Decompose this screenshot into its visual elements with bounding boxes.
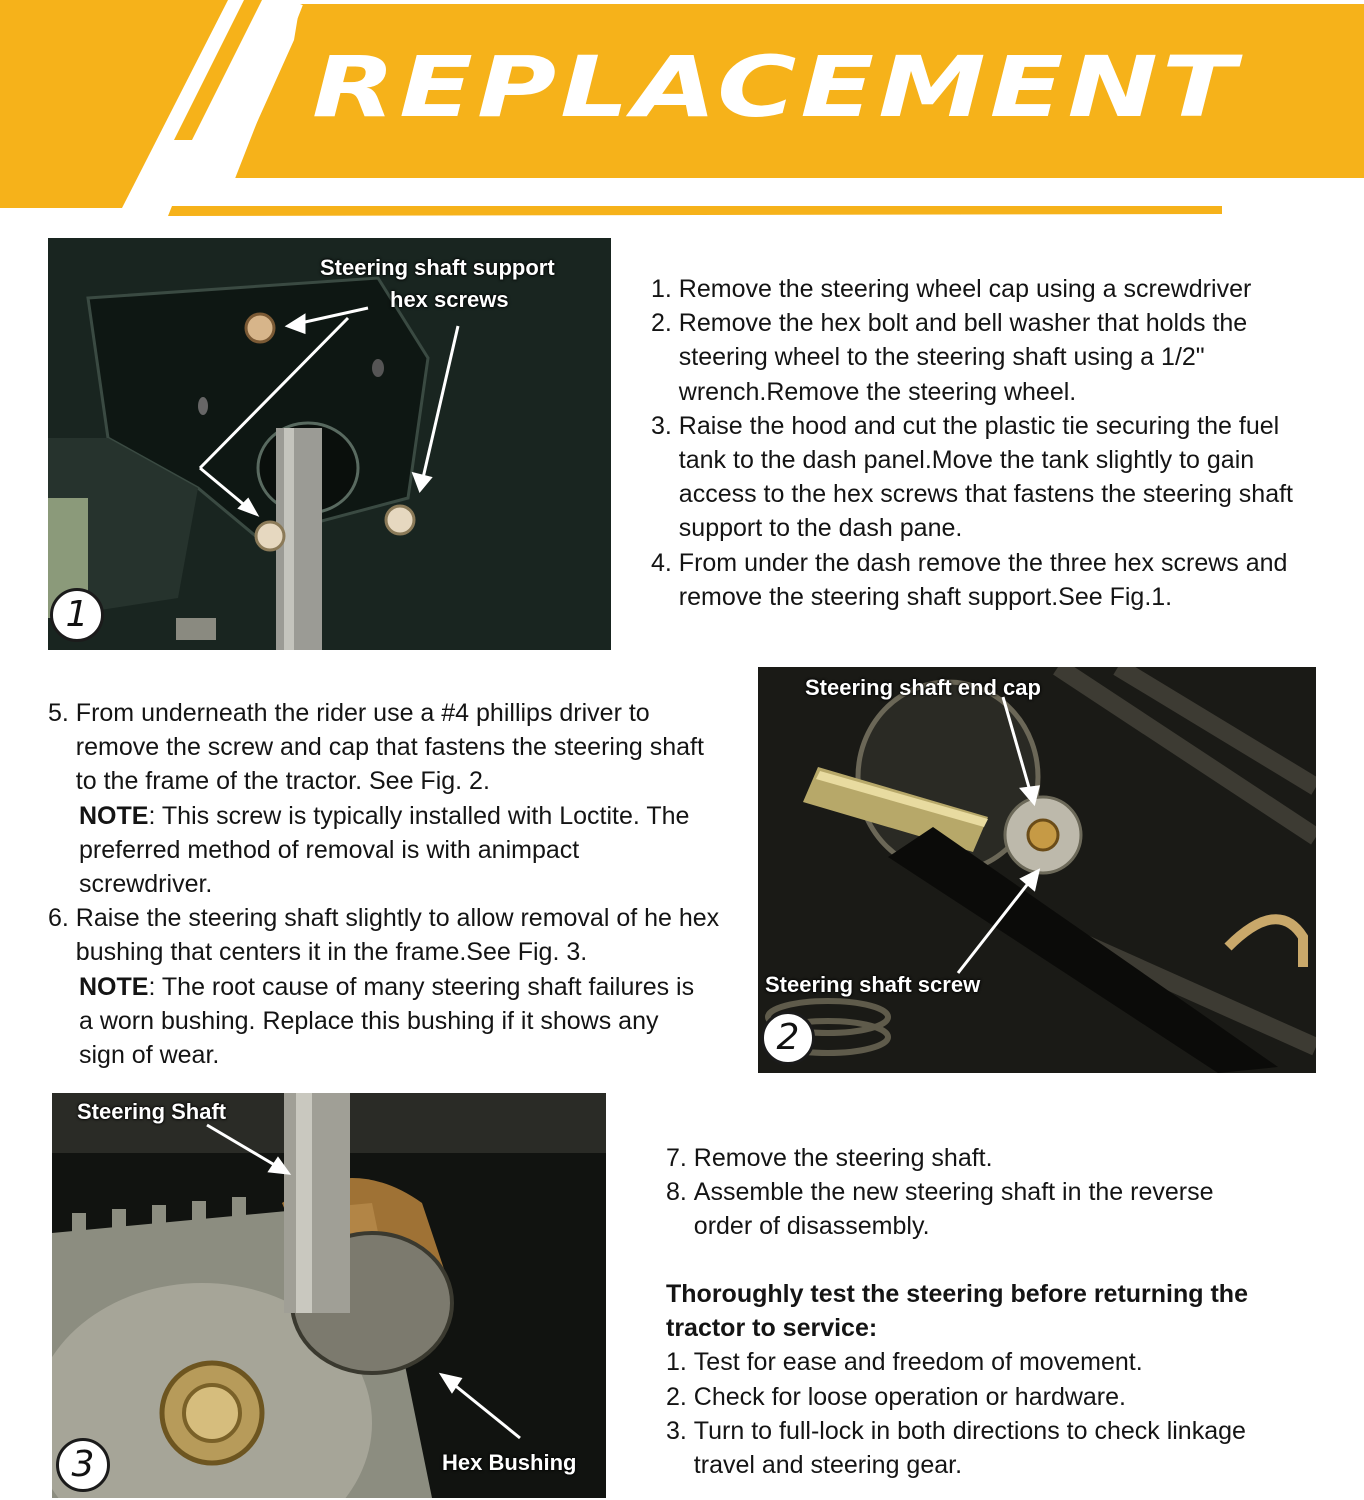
step-2 — [651, 306, 1331, 409]
note-label: NOTE — [79, 801, 149, 830]
step-text: From under the dash remove the three hex screws and remove the steering shaft support.See Fig.1. — [678, 548, 1288, 611]
step-5 — [48, 696, 738, 901]
header-banner — [0, 0, 1364, 225]
test-item-1 — [666, 1345, 1326, 1379]
step-7 — [666, 1141, 1306, 1175]
figure-3-number-badge: 3 — [56, 1438, 110, 1492]
figure-3-callout-shaft: Steering Shaft — [77, 1099, 227, 1124]
step-text: Remove the steering shaft. — [693, 1144, 993, 1172]
figure-2-illustration — [758, 667, 1316, 1073]
test-item-text: Check for loose operation or hardware. — [693, 1382, 1126, 1411]
note-text: : The root cause of many steering shaft failures is a worn bushing. Replace this bushing if it shows any sign of wear. — [79, 972, 695, 1070]
note-text: : This screw is typically installed with Loctite. The preferred method of removal is with animpact screwdriver. — [79, 801, 690, 899]
step-4 — [651, 546, 1331, 614]
figure-1-callout-line-1: Steering shaft support — [320, 255, 555, 280]
test-item-number: 3. — [666, 1416, 694, 1445]
test-item-number: 2. — [666, 1382, 694, 1411]
step-3 — [651, 409, 1331, 546]
test-item-text: Test for ease and freedom of movement. — [693, 1348, 1143, 1377]
test-item-3 — [666, 1414, 1326, 1482]
figure-3-illustration — [52, 1093, 606, 1498]
test-checklist — [666, 1345, 1326, 1482]
figure-3-callout-bushing: Hex Bushing — [442, 1450, 577, 1475]
note-label: NOTE — [79, 972, 149, 1001]
step-number: 6. — [48, 904, 76, 933]
figure-1-callout-line-2: hex screws — [390, 287, 509, 312]
figure-1-number-badge: 1 — [50, 588, 104, 642]
step-number: 5. — [48, 699, 76, 727]
figure-2-photo — [758, 667, 1316, 1073]
figure-2-number-badge: 2 — [761, 1011, 815, 1065]
step-text: Raise the steering shaft slightly to allow removal of he hex bushing that centers it in the frame.See Fig. 3. — [75, 904, 720, 967]
steps-assembly-list — [666, 1141, 1306, 1244]
step-8 — [666, 1175, 1306, 1243]
figure-1-photo — [48, 238, 611, 650]
step-1 — [651, 272, 1331, 306]
step-note — [79, 799, 709, 902]
step-number: 1. — [651, 275, 679, 303]
step-number: 2. — [651, 309, 679, 338]
step-number: 8. — [666, 1178, 694, 1207]
steps-shaft-list — [48, 696, 738, 1072]
figure-2-callout-end-cap: Steering shaft end cap — [805, 675, 1041, 700]
step-text: Remove the steering wheel cap using a screwdriver — [678, 275, 1252, 303]
test-item-number: 1. — [666, 1348, 694, 1377]
test-heading: Thoroughly test the steering before returning the tractor to service: — [666, 1280, 1248, 1343]
figure-2-callout-screw: Steering shaft screw — [765, 972, 981, 997]
step-6 — [48, 901, 738, 1072]
page-title: REPLACEMENT — [312, 38, 1240, 137]
figure-1-illustration — [48, 238, 611, 650]
test-item-2 — [666, 1380, 1326, 1414]
step-note — [79, 970, 709, 1073]
step-number: 3. — [651, 411, 679, 440]
step-text: Remove the hex bolt and bell washer that holds the steering wheel to the steering shaft using a 1/2" wrench.Remove the steering wheel. — [678, 309, 1248, 406]
steps-removal-list — [651, 272, 1331, 614]
test-item-text: Turn to full-lock in both directions to check linkage travel and steering gear. — [693, 1416, 1246, 1480]
step-text: Raise the hood and cut the plastic tie securing the fuel tank to the dash panel.Move the tank slightly to gain access to the hex screws that fastens the steering shaft support to the dash pane. — [678, 411, 1294, 543]
step-text: From underneath the rider use a #4 phillips driver to remove the screw and cap that fastens the steering shaft to the frame of the tractor. See Fig. 2. — [75, 699, 704, 796]
step-number: 7. — [666, 1144, 694, 1172]
step-text: Assemble the new steering shaft in the reverse order of disassembly. — [693, 1178, 1214, 1241]
step-number: 4. — [651, 548, 679, 577]
test-section — [666, 1277, 1326, 1482]
figure-3-photo — [52, 1093, 606, 1498]
